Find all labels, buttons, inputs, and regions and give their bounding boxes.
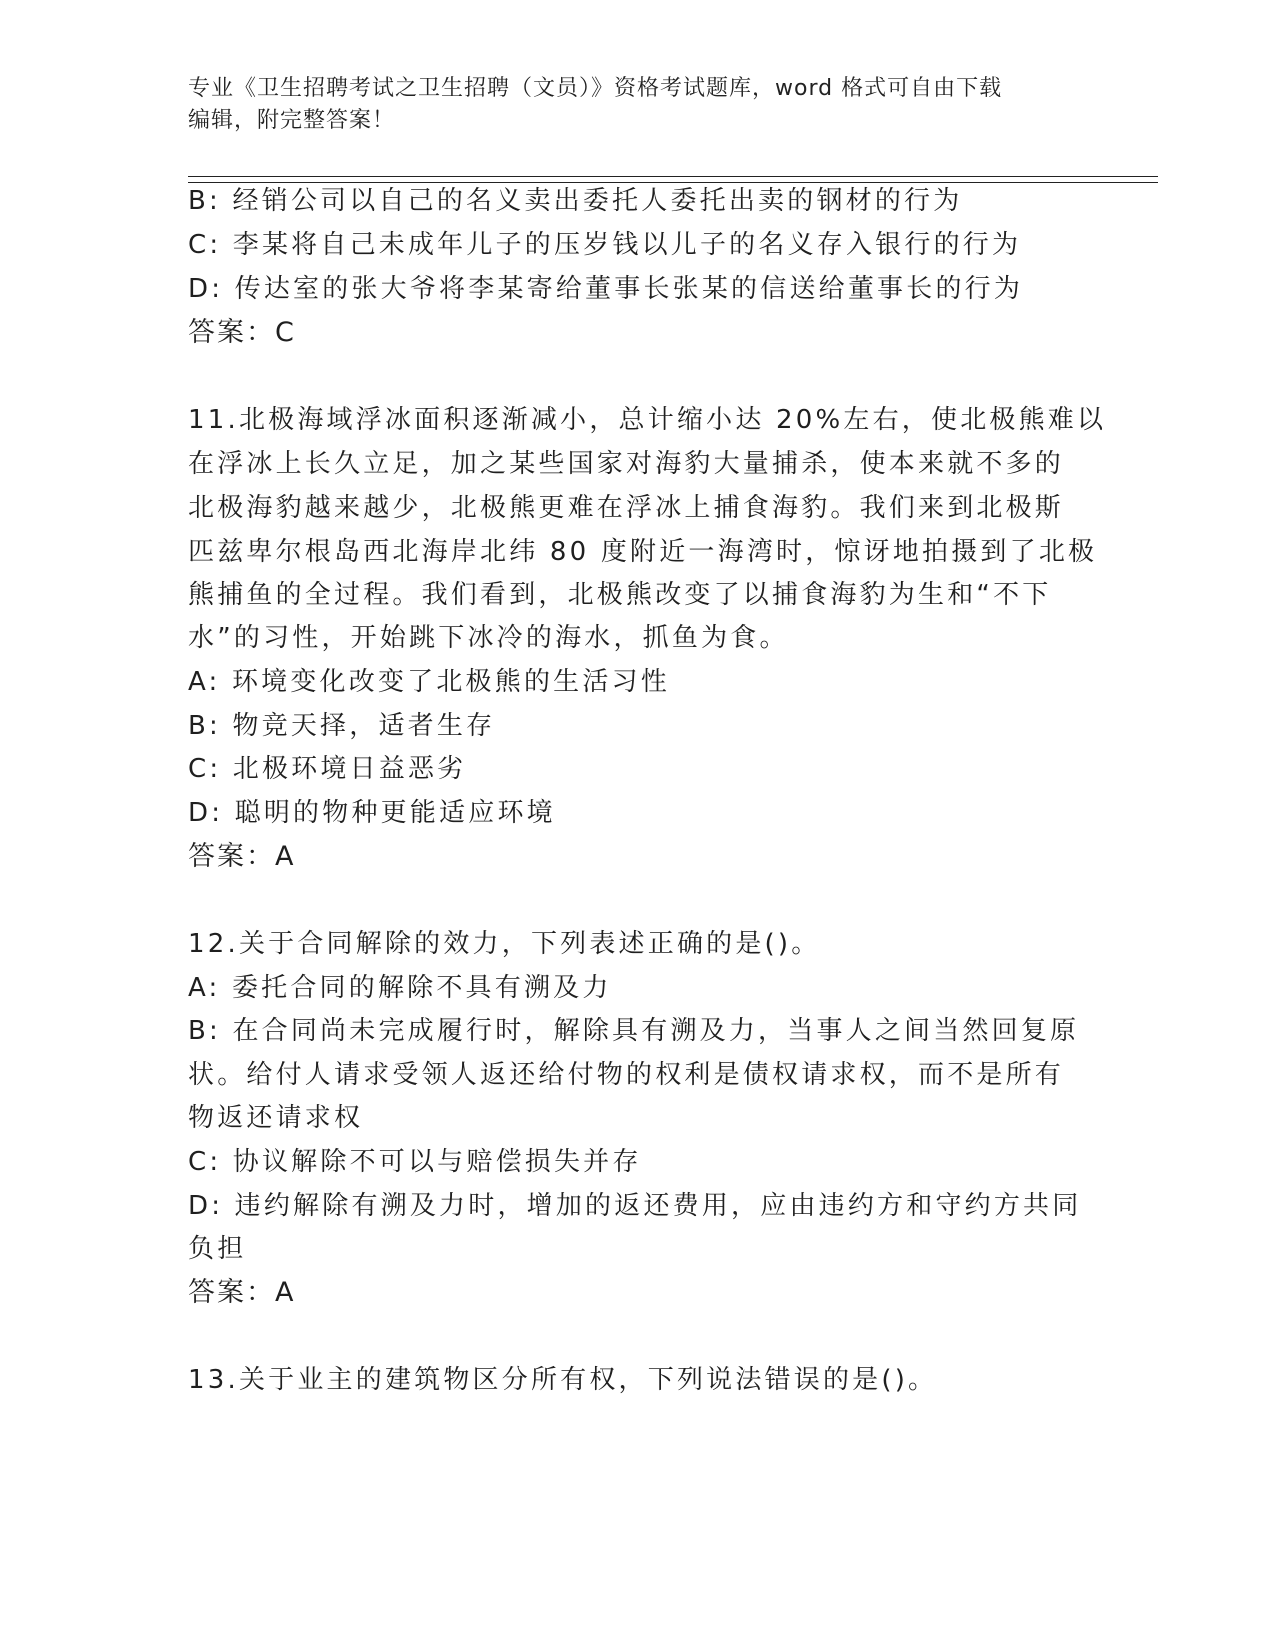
q12-option-b-line-1: B: 在合同尚未完成履行时，解除具有溯及力，当事人之间当然回复原 [188,1016,1080,1046]
q11-stem-line-4: 匹兹卑尔根岛西北海岸北纬 80 度附近一海湾时，惊讶地拍摄到了北极 [188,537,1098,567]
q10-option-b: B: 经销公司以自己的名义卖出委托人委托出卖的钢材的行为 [188,186,963,216]
q12-option-a: A: 委托合同的解除不具有溯及力 [188,973,612,1003]
q10-option-d: D: 传达室的张大爷将李某寄给董事长张某的信送给董事长的行为 [188,274,1024,304]
q13-stem: 13.关于业主的建筑物区分所有权，下列说法错误的是()。 [188,1365,938,1395]
q11-stem-line-2: 在浮冰上长久立足，加之某些国家对海豹大量捕杀，使本来就不多的 [188,449,1065,479]
header-divider-bottom [188,182,1158,183]
q11-stem-line-1: 11.北极海域浮冰面积逐渐减小，总计缩小达 20%左右，使北极熊难以 [188,405,1107,435]
q12-option-b-line-2: 状。给付人请求受领人返还给付物的权利是债权请求权，而不是所有 [188,1060,1065,1090]
q11-stem-line-3: 北极海豹越来越少，北极熊更难在浮冰上捕食海豹。我们来到北极斯 [188,493,1065,523]
q11-answer: 答案：A [188,841,296,872]
header-divider-top [188,176,1158,177]
q11-option-c: C: 北极环境日益恶劣 [188,754,467,784]
q12-option-d-line-2: 负担 [188,1234,247,1264]
q12-answer: 答案：A [188,1277,296,1308]
q11-option-d: D: 聪明的物种更能适应环境 [188,798,556,828]
q11-option-b: B: 物竞天择，适者生存 [188,711,496,741]
q10-option-c: C: 李某将自己未成年儿子的压岁钱以儿子的名义存入银行的行为 [188,230,1022,260]
header-line-2: 编辑，附完整答案！ [188,108,396,133]
q12-option-d-line-1: D: 违约解除有溯及力时，增加的返还费用，应由违约方和守约方共同 [188,1191,1082,1221]
q11-stem-line-6: 水”的习性，开始跳下冰冷的海水，抓鱼为食。 [188,623,789,653]
document-header [188,73,1088,137]
q12-option-c: C: 协议解除不可以与赔偿损失并存 [188,1147,642,1177]
q10-answer: 答案：C [188,317,296,348]
q12-option-b-line-3: 物返还请求权 [188,1103,364,1133]
q11-stem-line-5: 熊捕鱼的全过程。我们看到，北极熊改变了以捕食海豹为生和“不下 [188,580,1052,610]
q11-option-a: A: 环境变化改变了北极熊的生活习性 [188,667,670,697]
q12-stem: 12.关于合同解除的效力，下列表述正确的是()。 [188,929,821,959]
header-line-1: 专业《卫生招聘考试之卫生招聘（文员）》资格考试题库，word 格式可自由下载 [188,76,1003,101]
